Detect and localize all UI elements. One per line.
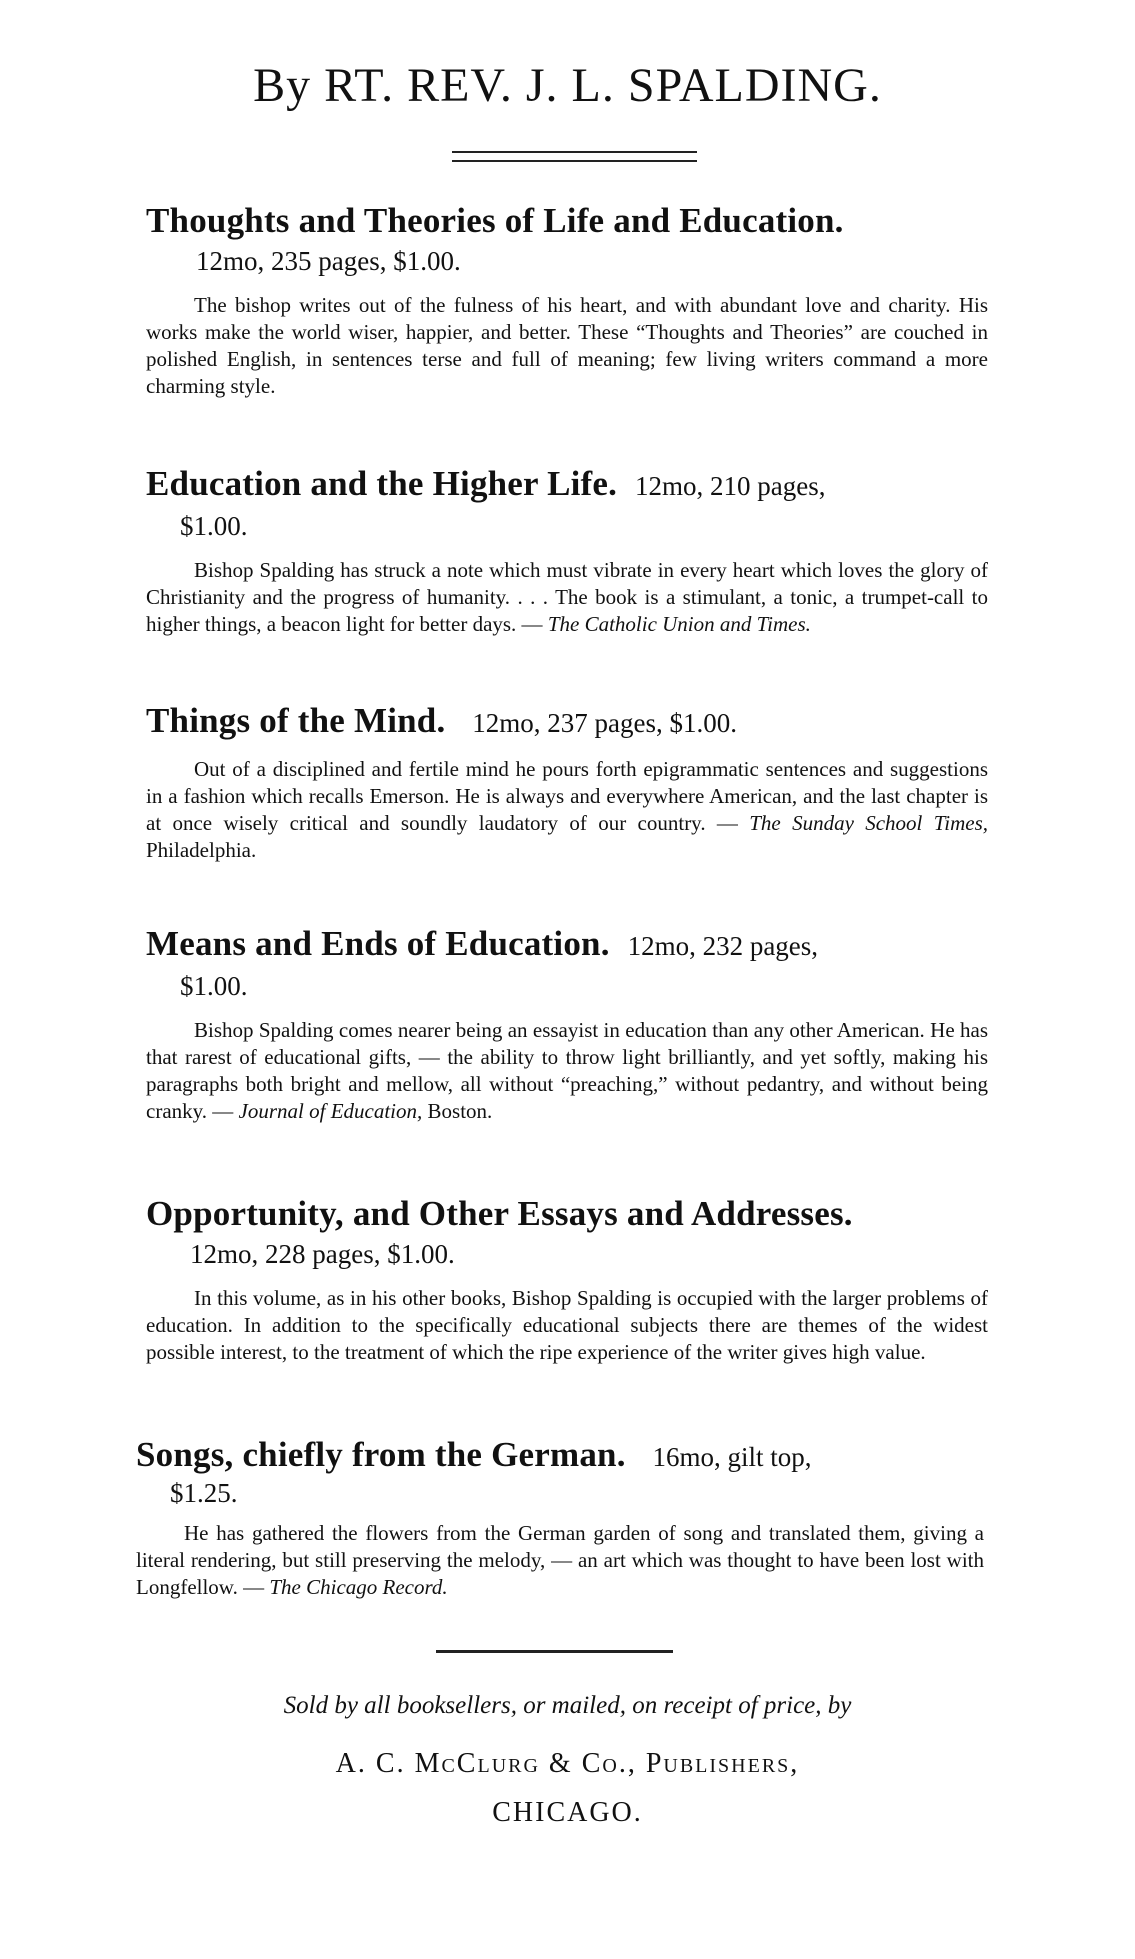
review-text: The bishop writes out of the fulness of his heart, and with abundant love and charity. His works make the world wiser, happier, and better. These “Thoughts and Theories” are couched in polished English, in sentences terse and full of meaning; few living writers command a more charming style.	[146, 293, 988, 398]
book-review	[146, 1285, 988, 1366]
book-meta: 12mo, 232 pages,	[627, 931, 819, 961]
double-rule-divider	[452, 151, 697, 162]
book-title: Education and the Higher Life.	[146, 464, 618, 503]
book-entry	[146, 700, 988, 864]
book-price: $1.25.	[170, 1478, 238, 1508]
review-text: Bishop Spalding has struck a note which must vibrate in every heart which loves the glory of Christianity and the progress of humanity. . . . The book is a stimulant, a tonic, a trumpet-call to higher things, a beacon light for better days. —	[146, 558, 988, 636]
page-title: By RT. REV. J. L. SPALDING.	[253, 59, 882, 112]
book-entry	[146, 200, 988, 400]
book-entry	[146, 463, 988, 638]
book-title: Things of the Mind.	[146, 701, 446, 740]
review-source-place: Boston.	[422, 1099, 493, 1123]
review-text: In this volume, as in his other books, Bishop Spalding is occupied with the larger problems of education. In addition to the specifically educational subjects there are themes of the widest possible interest, to the treatment of which the ripe experience of the writer gives high value.	[146, 1286, 988, 1364]
publisher-name: A. C. McClurg & Co.,	[335, 1748, 637, 1779]
book-title: Thoughts and Theories of Life and Education.	[146, 201, 844, 240]
book-title: Means and Ends of Education.	[146, 924, 610, 963]
book-meta: 12mo, 228 pages, $1.00.	[190, 1239, 455, 1269]
book-review	[146, 1017, 988, 1125]
review-source: The Catholic Union and Times.	[547, 612, 811, 636]
book-review	[146, 756, 988, 864]
review-source: The Chicago Record.	[269, 1575, 448, 1599]
publisher-role: Publishers,	[645, 1748, 800, 1779]
review-source: Journal of Education,	[238, 1099, 423, 1123]
sold-by-line: Sold by all booksellers, or mailed, on receipt of price, by	[283, 1692, 852, 1719]
book-meta: 12mo, 237 pages, $1.00.	[472, 708, 738, 738]
book-price: $1.00.	[180, 971, 248, 1001]
review-text: Out of a disciplined and fertile mind he pours forth epigrammatic sentences and suggestions in a fashion which recalls Emerson. He is always and everywhere American, and the last chapter is at once wisely critical and soundly laudatory of our country. —	[146, 757, 988, 835]
book-entry	[136, 1434, 984, 1601]
book-review	[136, 1520, 984, 1601]
publisher-line	[0, 1748, 1135, 1780]
book-meta: 16mo, gilt top,	[652, 1442, 812, 1472]
book-review	[146, 557, 988, 638]
book-entry	[146, 923, 988, 1125]
review-source: The Sunday School Times,	[749, 811, 988, 835]
book-title: Songs, chiefly from the German.	[136, 1435, 626, 1474]
book-meta: 12mo, 210 pages,	[635, 471, 826, 501]
review-text: Bishop Spalding comes nearer being an essayist in education than any other American. He has that rarest of educational gifts, — the ability to throw light brilliantly, and yet softly, making his paragraphs both bright and mellow, all without “preaching,” without pedantry, and without being cranky. —	[146, 1018, 988, 1123]
book-price: $1.00.	[180, 511, 248, 541]
book-review	[146, 292, 988, 400]
book-title: Opportunity, and Other Essays and Addresses.	[146, 1194, 853, 1233]
review-text: He has gathered the flowers from the German garden of song and translated them, giving a literal rendering, but still preserving the melody, — an art which was thought to have been lost with Longfellow. —	[136, 1521, 984, 1599]
book-meta: 12mo, 235 pages, $1.00.	[196, 246, 461, 276]
review-source-place: Philadelphia.	[146, 838, 257, 862]
book-entry	[146, 1193, 988, 1366]
publisher-city: CHICAGO.	[492, 1797, 643, 1828]
divider-rule	[436, 1650, 673, 1653]
